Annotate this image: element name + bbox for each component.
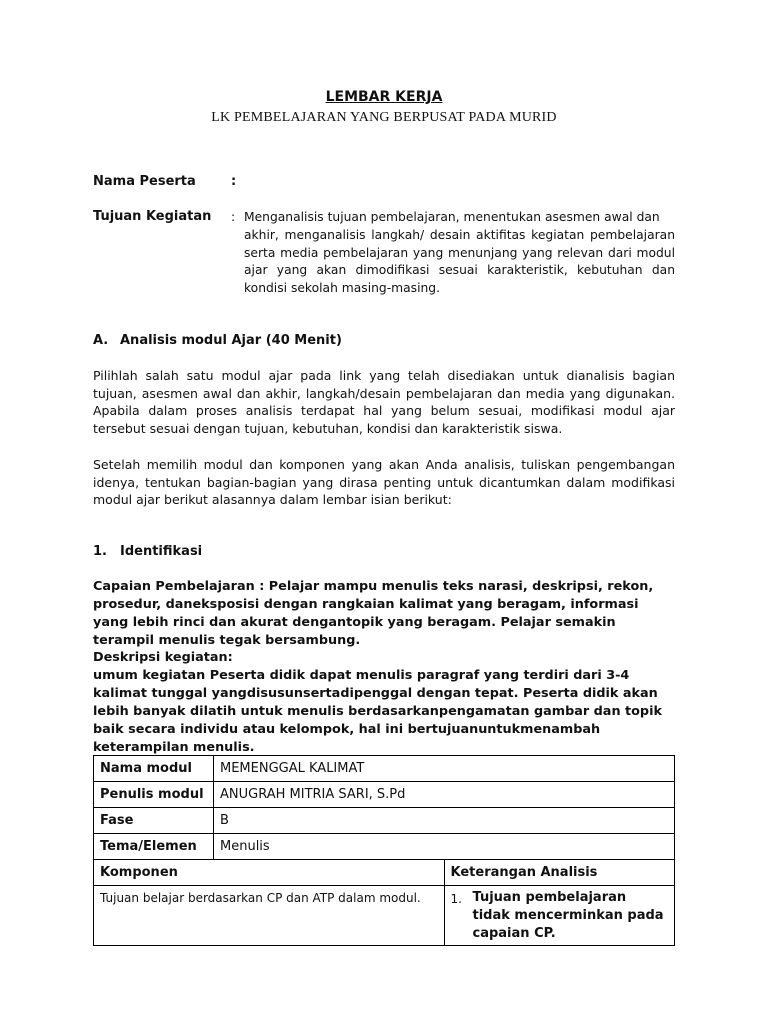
- row-label-fase: Fase: [94, 808, 214, 834]
- tujuan-kegiatan-first-line: Menganalisis tujuan pembelajaran, menentukan asesmen awal dan: [244, 210, 660, 224]
- table-row: [94, 834, 675, 860]
- table-row: [94, 808, 675, 834]
- tujuan-kegiatan-label: Tujuan Kegiatan: [93, 209, 212, 224]
- table-row: [94, 886, 675, 946]
- row-value-tema-elemen: Menulis: [214, 834, 675, 860]
- cell-komponen-tujuan: Tujuan belajar berdasarkan CP dan ATP dalam modul.: [94, 886, 445, 946]
- deskripsi-kegiatan: umum kegiatan Peserta didik dapat menulis paragraf yang terdiri dari 3-4 kalimat tunggal yangdisusunsertadipenggal dengan tepat. Peserta didik akan lebih banyak dilatih untuk menulis berdasarkanpengamatan gambar dan topik baik secara individu atau kelompok, hal ini bertujuanuntukmenambah keterampilan menulis.: [93, 668, 662, 755]
- identifikasi-number: 1.: [93, 544, 107, 559]
- row-label-nama-modul: Nama modul: [94, 756, 214, 782]
- nama-peserta-colon: :: [231, 174, 237, 189]
- table-header-row: [94, 860, 675, 886]
- tujuan-kegiatan-text: akhir, menganalisis langkah/ desain aktifitas kegiatan pembelajaran serta media pembelajaran yang menunjang yang relevan dari modul ajar yang akan dimodifikasi sesuai karakteristik, kebutuhan dan kondisi sekolah masing-masing.: [244, 228, 675, 296]
- section-a-paragraph-2: Setelah memilih modul dan komponen yang akan Anda analisis, tuliskan pengembangan idenya, tentukan bagian-bagian yang dirasa penting untuk dicantumkan dalam modifikasi modul ajar berikut alasannya dalam lembar isian berikut:: [93, 457, 675, 508]
- row-label-tema-elemen: Tema/Elemen: [94, 834, 214, 860]
- section-a-paragraph-1: Pilihlah salah satu modul ajar pada link yang telah disediakan untuk dianalisis bagian tujuan, asesmen awal dan akhir, langkah/desain pembelajaran dan media yang digunakan. Apabila dalam proses analisis terdapat hal yang belum sesuai, modifikasi modul ajar tersebut sesuai dengan tujuan, kebutuhan, kondisi dan karakteristik siswa.: [93, 368, 675, 437]
- tujuan-kegiatan-colon: :: [231, 210, 236, 224]
- cell-keterangan-tujuan: [444, 886, 675, 946]
- capaian-pembelajaran: Capaian Pembelajaran : Pelajar mampu menulis teks narasi, deskripsi, rekon, prosedur, daneksposisi dengan rangkaian kalimat yang beragam, informasi yang lebih rinci dan akurat dengantopik yang beragam. Pelajar semakin terampil menulis tegak bersambung.: [93, 579, 654, 648]
- section-a-letter: A.: [93, 333, 109, 348]
- row-value-nama-modul: MEMENGGAL KALIMAT: [214, 756, 675, 782]
- col-header-keterangan: Keterangan Analisis: [444, 860, 675, 886]
- list-item: [451, 889, 669, 943]
- document-subtitle: LK PEMBELAJARAN YANG BERPUSAT PADA MURID: [211, 110, 557, 125]
- table-row: [94, 756, 675, 782]
- module-table: [93, 755, 675, 946]
- section-a-heading: Analisis modul Ajar (40 Menit): [120, 333, 342, 348]
- identifikasi-heading: Identifikasi: [120, 544, 203, 559]
- col-header-komponen: Komponen: [94, 860, 445, 886]
- row-value-penulis-modul: ANUGRAH MITRIA SARI, S.Pd: [214, 782, 675, 808]
- deskripsi-label: Deskripsi kegiatan:: [93, 650, 233, 665]
- row-label-penulis-modul: Penulis modul: [94, 782, 214, 808]
- table-row: [94, 782, 675, 808]
- list-item-number: 1.: [450, 892, 462, 906]
- row-value-fase: B: [214, 808, 675, 834]
- document-title: LEMBAR KERJA: [325, 89, 443, 105]
- list-item-text: Tujuan pembelajaran tidak mencerminkan pada capaian CP.: [472, 890, 664, 941]
- nama-peserta-label: Nama Peserta: [93, 174, 196, 189]
